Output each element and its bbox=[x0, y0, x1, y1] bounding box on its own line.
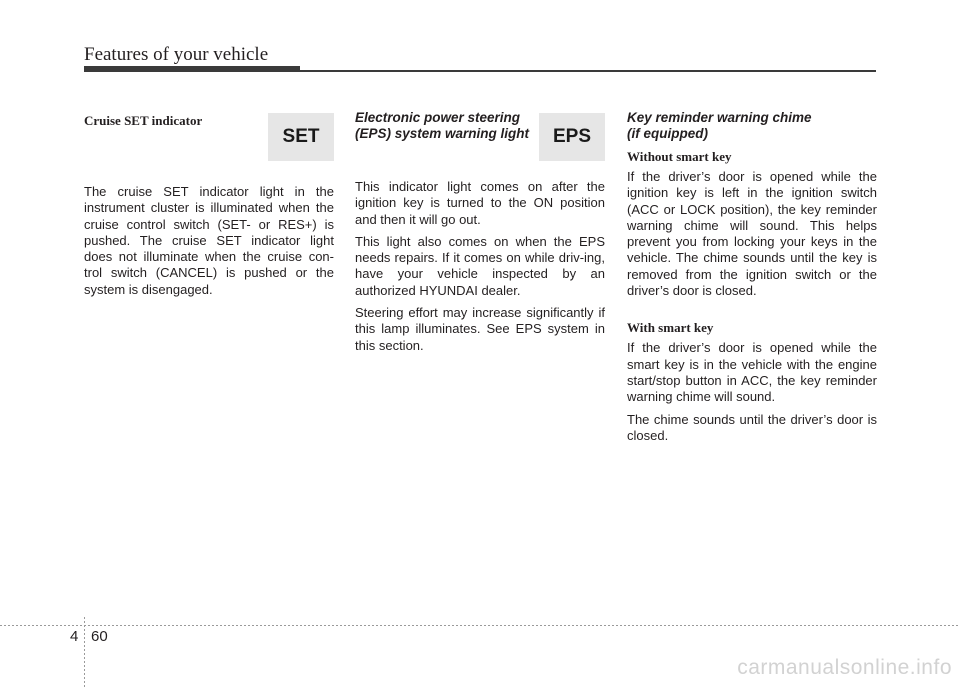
with-smart-key-paragraph-1: If the driver’s door is opened while the smart key is in the vehicle with the engine start/stop button in ACC, the key reminder warning chime will sound. bbox=[627, 340, 877, 405]
eps-warning-icon: EPS bbox=[539, 113, 605, 161]
without-smart-key-heading: Without smart key bbox=[627, 149, 732, 164]
column-key-reminder bbox=[627, 110, 877, 450]
eps-paragraph-2: This light also comes on when the EPS needs repairs. If it comes on while driv-ing, have your vehicle inspected by an authorized HYUNDAI dealer. bbox=[355, 233, 605, 298]
page-section-title: Features of your vehicle bbox=[84, 44, 269, 65]
cruise-set-paragraph-1: The cruise SET indicator light in the instrument cluster is illuminated when the cruise control switch (SET- or RES+) is pushed. The cruise SET indicator light does not illuminate when the cruise con-trol switch (CANCEL) is pushed or the system is disengaged. bbox=[84, 184, 334, 297]
header-rule-thin bbox=[300, 70, 876, 72]
cruise-set-heading: Cruise SET indicator bbox=[84, 113, 203, 128]
eps-paragraph-1: This indicator light comes on after the ignition key is turned to the ON position and then it will go out. bbox=[355, 179, 605, 227]
with-smart-key-paragraph-2: The chime sounds until the driver’s door is closed. bbox=[627, 411, 877, 443]
key-reminder-heading-line-1: Key reminder warning chime bbox=[627, 110, 812, 125]
key-reminder-heading-line-2: (if equipped) bbox=[627, 126, 708, 141]
footer-dotted-rule bbox=[0, 625, 960, 626]
column-cruise-set bbox=[84, 110, 334, 304]
eps-paragraph-3: Steering effort may increase significantly if this lamp illuminates. See EPS system in this section. bbox=[355, 305, 605, 353]
watermark-text: carmanualsonline.info bbox=[737, 656, 952, 679]
without-smart-key-paragraph: If the driver’s door is opened while the ignition key is left in the ignition switch (ACC or LOCK position), the key reminder warning chime will sound. This helps prevent you from locking your keys in the vehicle. The chime sounds until the key is removed from the ignition switch or the driver’s door is closed. bbox=[627, 169, 877, 299]
eps-heading-line-1: Electronic power steering bbox=[355, 110, 521, 125]
chapter-number: 4 bbox=[70, 628, 79, 645]
page-number: 60 bbox=[91, 628, 108, 645]
footer-vertical-rule bbox=[84, 617, 85, 689]
header-rule-thick bbox=[84, 66, 300, 72]
set-indicator-icon: SET bbox=[268, 113, 334, 161]
with-smart-key-heading: With smart key bbox=[627, 320, 714, 336]
column-eps bbox=[355, 110, 605, 360]
eps-heading-line-2: (EPS) system warning light bbox=[355, 126, 530, 141]
